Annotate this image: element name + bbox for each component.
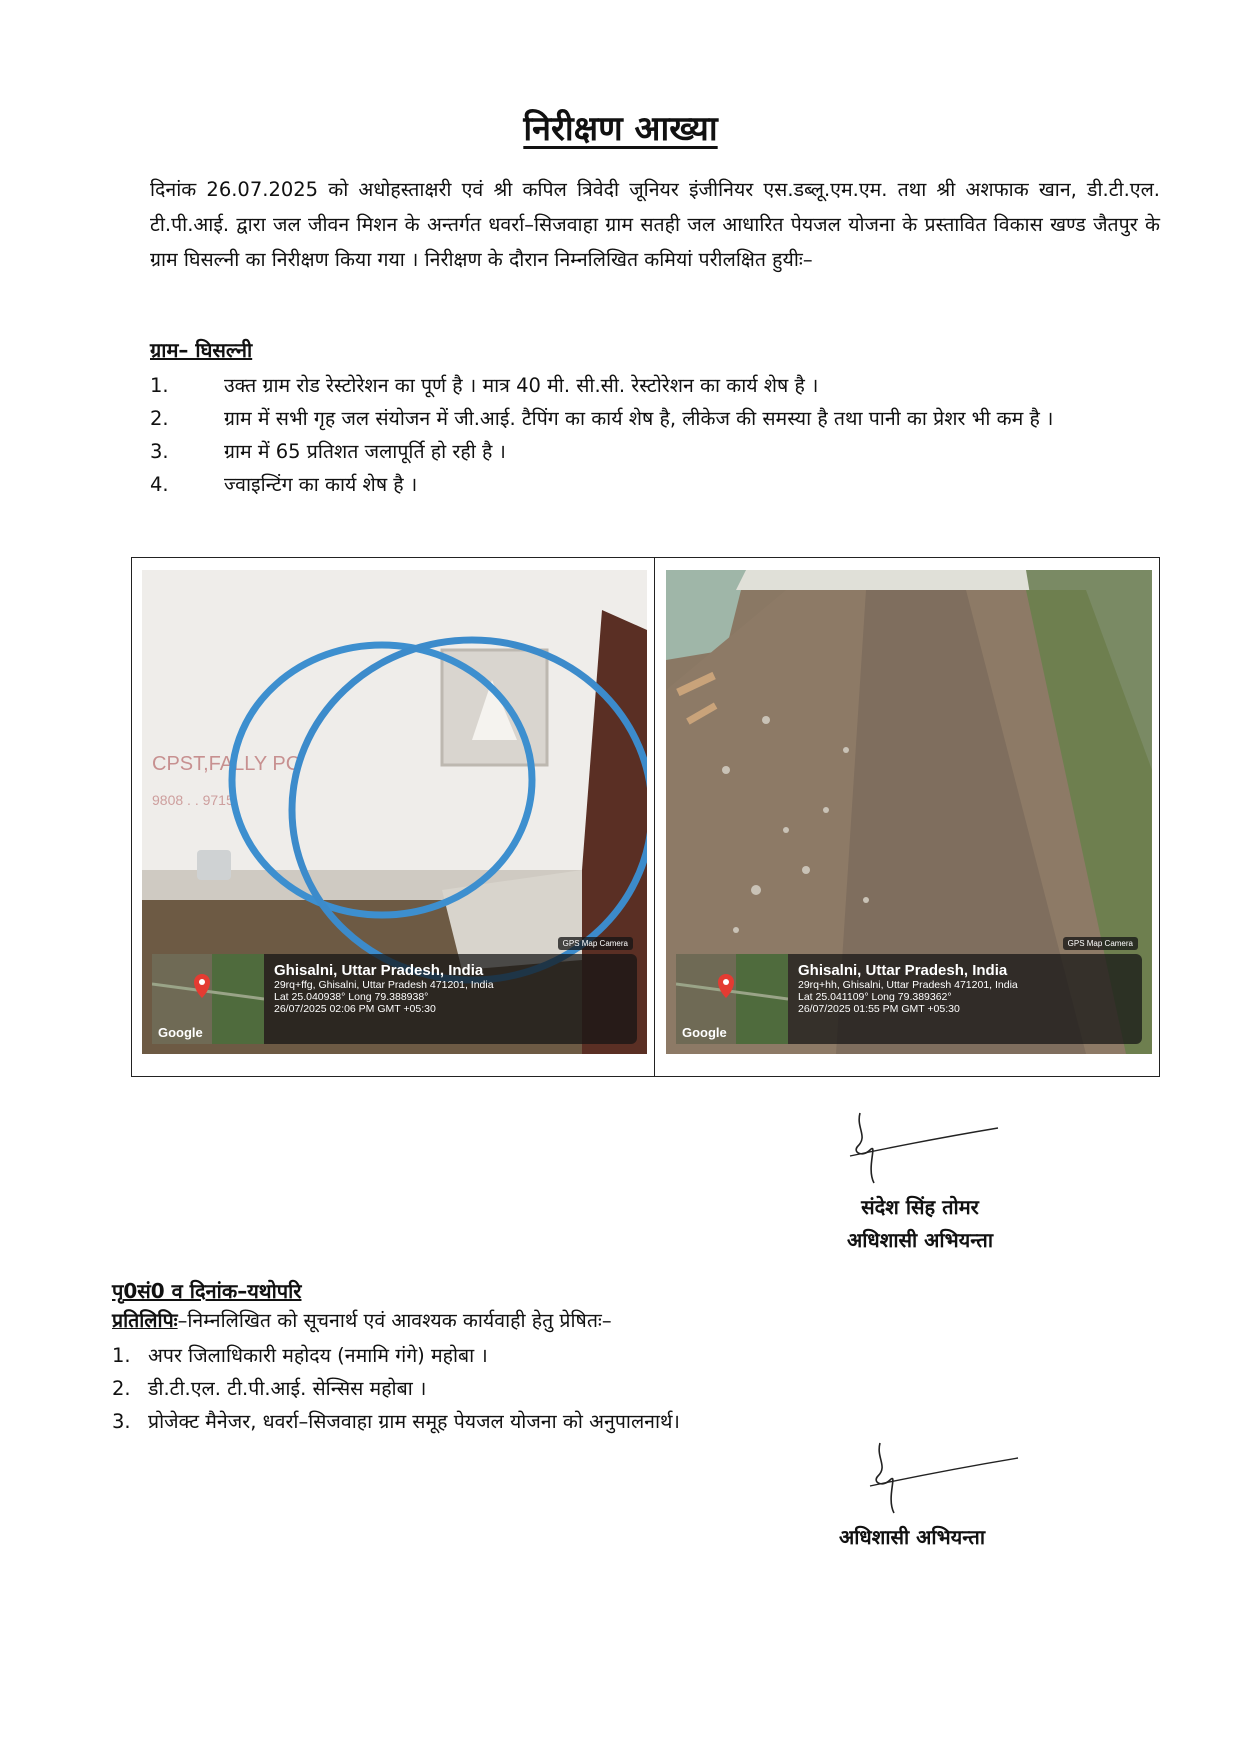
address: 29rq+ffg, Ghisalni, Uttar Pradesh 471201, India: [274, 979, 494, 991]
map-thumbnail: [152, 954, 264, 1044]
list-item: 4. ज्वाइन्टिंग का कार्य शेष है ।: [150, 473, 418, 496]
list-item: 3. ग्राम में 65 प्रतिशत जलापूर्ति हो रही है ।: [150, 440, 506, 463]
signatory-designation: अधिशासी अभियन्ता: [838, 1525, 986, 1549]
list-item: 1. उक्त ग्राम रोड रेस्टोरेशन का पूर्ण है । मात्र 40 मी. सी.सी. रेस्टोरेशन का कार्य शेष है ।: [150, 374, 819, 397]
list-item: 1. अपर जिलाधिकारी महोदय (नमामि गंगे) महोबा ।: [112, 1344, 488, 1367]
list-item: 2. डी.टी.एल. टी.पी.आई. सेन्सिस महोबा ।: [112, 1377, 427, 1400]
intro-paragraph: दिनांक 26.07.2025 को अधोहस्ताक्षरी एवं श्री कपिल त्रिवेदी जूनियर इंजीनियर एस.डब्लू.एम.एम. तथा श्री अशफाक खान, डी.टी.एल. टी.पी.आई. द्वारा जल जीवन मिशन के अन्तर्गत धवर्रा–सिजवाहा ग्राम सतही जल आधारित पेयजल योजना के प्रस्तावित विकास खण्ड जैतपुर के ग्राम घिसल्नी का निरीक्षण किया गया । निरीक्षण के दौरान निम्नलिखित कमियां परीलक्षित हुयीः–: [150, 178, 1160, 271]
copy-text: –निम्नलिखित को सूचनार्थ एवं आवश्यक कार्यवाही हेतु प्रेषितः–: [177, 1309, 612, 1332]
signatory-designation: अधिशासी अभियन्ता: [846, 1228, 994, 1252]
address: 29rq+hh, Ghisalni, Uttar Pradesh 471201, India: [798, 979, 1018, 991]
svg-text:CPST,FALLY PC: CPST,FALLY PC: [152, 753, 301, 775]
gps-overlay: [676, 954, 1142, 1044]
signatory-name: संदेश सिंह तोमर: [861, 1195, 979, 1219]
signature: [848, 1108, 1008, 1188]
copy-label: प्रतिलिपिः: [112, 1309, 178, 1332]
location-name: Ghisalni, Uttar Pradesh, India: [798, 962, 1008, 979]
village-heading: ग्राम– घिसल्नी: [150, 338, 253, 362]
gps-info: [788, 954, 1028, 1044]
list-item: 2. ग्राम में सभी गृह जल संयोजन में जी.आई. टैपिंग का कार्य शेष है, लीकेज की समस्या है तथा पानी का प्रेशर भी कम है ।: [150, 407, 1054, 430]
google-logo: Google: [158, 1025, 203, 1040]
coordinates: Lat 25.041109° Long 79.389362°: [798, 991, 952, 1003]
svg-text:9808 . . 9715: 9808 . . 9715: [152, 792, 234, 808]
coordinates: Lat 25.040938° Long 79.388938°: [274, 991, 429, 1003]
gps-info: [264, 954, 504, 1044]
timestamp: 26/07/2025 02:06 PM GMT +05:30: [274, 1003, 436, 1015]
copy-to-line: [112, 1306, 612, 1333]
map-thumbnail: [676, 954, 788, 1044]
gps-camera-tag: GPS Map Camera: [558, 937, 633, 950]
gps-overlay: [152, 954, 637, 1044]
timestamp: 26/07/2025 01:55 PM GMT +05:30: [798, 1003, 960, 1015]
site-photo-path: [666, 570, 1152, 1054]
observation-list: [150, 370, 1160, 502]
photo-table: [131, 557, 1160, 1077]
signature: [868, 1438, 1028, 1518]
list-item: 3. प्रोजेक्ट मैनेजर, धवर्रा–सिजवाहा ग्राम समूह पेयजल योजना को अनुपालनार्थ।: [112, 1410, 680, 1433]
location-name: Ghisalni, Uttar Pradesh, India: [274, 962, 484, 979]
copy-list: [112, 1340, 680, 1439]
site-photo-pipe: [142, 570, 647, 1054]
document-title: निरीक्षण आख्या: [523, 109, 718, 149]
gps-camera-tag: GPS Map Camera: [1063, 937, 1138, 950]
reference-line: पृ0सं0 व दिनांक–यथोपरि: [112, 1279, 302, 1303]
google-logo: Google: [682, 1025, 727, 1040]
divider: [654, 558, 655, 1076]
